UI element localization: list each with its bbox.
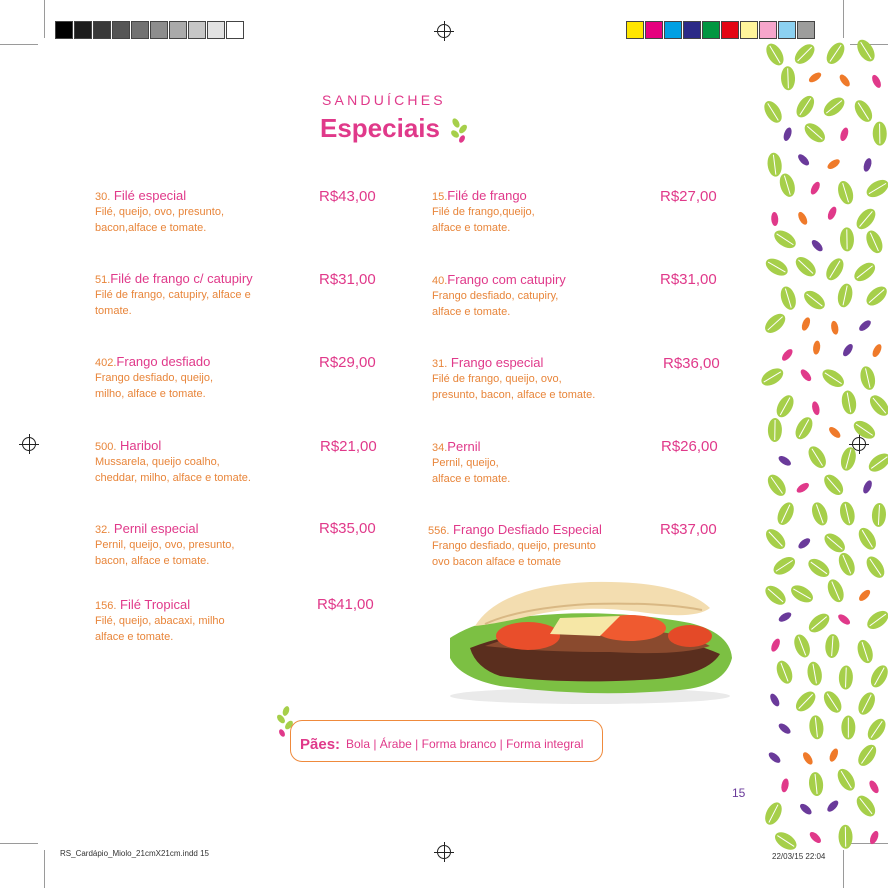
gray-swatch (188, 21, 206, 39)
leaf-shape (870, 74, 882, 90)
leaf-shape (770, 553, 798, 578)
leaf-shape (805, 443, 830, 471)
gray-swatch (112, 21, 130, 39)
leaf-shape (801, 120, 828, 146)
leaf-shape (807, 71, 823, 85)
category-title: SANDUÍCHES (322, 92, 446, 108)
menu-item-40: 40.Frango com catupiry Frango desfiado, catupiry, alface e tomate. (432, 272, 662, 320)
item-desc: Frango desfiado, queijo, milho, alface e tomate. (95, 372, 214, 400)
menu-item-31: 31. Frango especial Filé de frango, queijo, ovo, presunto, bacon, alface e tomate. (432, 355, 662, 403)
leaf-shape (871, 503, 886, 528)
gray-swatch (169, 21, 187, 39)
gray-swatch (131, 21, 149, 39)
leaf-shape (769, 637, 781, 653)
item-desc: Mussarela, queijo coalho, cheddar, milho, alface e tomate. (95, 456, 251, 484)
price-556: R$37,00 (660, 521, 717, 538)
leaf-shape (767, 750, 782, 764)
gray-swatch (150, 21, 168, 39)
leaf-shape (766, 152, 783, 178)
leaf-shape (762, 310, 789, 336)
leaf-shape (762, 800, 785, 828)
leaf-shape (821, 530, 848, 556)
item-name: Filé Tropical (120, 597, 191, 612)
menu-item-500: 500. Haribol Mussarela, queijo coalho, cheddar, milho, alface e tomate. (95, 438, 325, 486)
leaf-shape (857, 588, 872, 603)
price-34: R$26,00 (661, 438, 718, 455)
item-name: Filé de frango c/ catupiry (110, 271, 253, 286)
leaf-shape (778, 285, 798, 312)
leaf-shape (791, 41, 818, 68)
leaf-shape (805, 610, 832, 636)
leaf-shape (808, 771, 824, 796)
leaf-shape (763, 255, 791, 279)
breads-box (290, 720, 603, 762)
leaf-sprig-icon (448, 117, 470, 143)
leaf-shape (811, 401, 821, 416)
price-32: R$35,00 (319, 520, 376, 537)
leaf-shape (835, 179, 855, 206)
item-name: Haribol (120, 438, 162, 453)
leaf-shape (796, 152, 811, 167)
breads-list: Bola | Árabe | Forma branco | Forma integral (346, 737, 584, 751)
leaf-shape (777, 172, 797, 199)
price-402: R$29,00 (319, 354, 376, 371)
item-name: Pernil (447, 439, 481, 454)
color-swatch (683, 21, 701, 39)
page-title: Especiais (320, 113, 440, 143)
leaf-shape (863, 553, 888, 581)
leaf-shape (865, 450, 888, 475)
leaf-shape (871, 343, 884, 359)
leaf-shape (780, 778, 790, 793)
leaf-shape (777, 610, 793, 623)
leaf-shape (808, 715, 824, 740)
gray-swatch (226, 21, 244, 39)
item-name: Frango Desfiado Especial (453, 522, 602, 537)
color-swatch (721, 21, 739, 39)
item-desc: Frango desfiado, catupiry, alface e tomate. (432, 290, 559, 318)
leaf-shape (760, 365, 786, 389)
slug-filename: RS_Cardápio_Miolo_21cmX21cm.indd 15 (60, 849, 209, 858)
price-156: R$41,00 (317, 596, 374, 613)
leaf-shape (855, 741, 880, 769)
price-15: R$27,00 (660, 188, 717, 205)
menu-item-15: 15.Filé de frango Filé de frango,queijo, alface e tomate. (432, 188, 662, 236)
registration-mark-left (22, 437, 36, 451)
leaf-shape (799, 368, 813, 383)
item-desc: Pernil, queijo, alface e tomate. (432, 457, 511, 485)
leaf-shape (866, 392, 888, 419)
leaf-shape (838, 825, 852, 849)
color-swatch (645, 21, 663, 39)
slug-date: 22/03/15 22:04 (772, 852, 826, 861)
item-name: Pernil especial (113, 521, 199, 536)
leaf-shape (800, 316, 812, 332)
leaf-shape (774, 658, 796, 685)
leaf-shape (826, 157, 842, 171)
leaf-shape (868, 830, 880, 846)
crop-mark-tl-h (0, 44, 38, 45)
item-desc: Filé de frango, queijo, ovo, presunto, bacon, alface e tomate. (432, 373, 596, 401)
item-name: Frango com catupiry (447, 272, 566, 287)
gray-swatch (207, 21, 225, 39)
leaf-shape (809, 180, 822, 196)
item-desc: Frango desfiado, queijo, presunto ovo bacon alface e tomate (432, 540, 596, 568)
leaf-shape (840, 227, 854, 251)
item-desc: Filé, queijo, abacaxi, milho alface e tomate. (95, 615, 225, 643)
leaf-shape (764, 471, 789, 499)
leaf-shape (812, 340, 821, 355)
leaf-shape (861, 479, 873, 495)
leaf-shape (768, 418, 782, 442)
leaf-shape (791, 632, 813, 659)
leaf-shape (855, 638, 876, 665)
leaf-shape (825, 577, 847, 605)
leaf-shape (771, 212, 779, 226)
page-number: 15 (732, 786, 746, 800)
leaf-shape (841, 342, 855, 358)
color-swatch (702, 21, 720, 39)
leaf-shape (820, 94, 847, 120)
menu-item-156: 156. Filé Tropical Filé, queijo, abacaxi, milho alface e tomate. (95, 597, 325, 645)
gray-swatch (55, 21, 73, 39)
leaf-shape (808, 830, 823, 845)
leaf-shape (851, 259, 879, 285)
registration-mark-top (437, 24, 451, 38)
leaf-shape (809, 500, 830, 527)
leaf-shape (825, 799, 840, 814)
leaf-shape (806, 661, 824, 687)
gray-swatch (74, 21, 92, 39)
leaf-shape (797, 536, 812, 550)
gray-swatch (93, 21, 111, 39)
leaf-shape (840, 389, 858, 415)
leaf-shape (836, 550, 858, 578)
menu-item-32: 32. Pernil especial Pernil, queijo, ovo, presunto, bacon, alface e tomate. (95, 521, 325, 569)
leaf-shape (805, 555, 833, 580)
leaf-shape (839, 127, 850, 142)
leaf-shape (863, 228, 886, 256)
leaf-shape (853, 792, 879, 820)
leaf-shape (863, 283, 888, 309)
leaf-shape (792, 414, 816, 442)
leaf-shape (836, 612, 851, 626)
crop-mark-bl-h (0, 843, 38, 844)
leaf-shape (774, 500, 797, 528)
leaf-shape (851, 417, 879, 442)
leaf-shape (795, 481, 811, 495)
leaf-shape (801, 287, 829, 313)
price-31: R$36,00 (663, 355, 720, 372)
price-51: R$31,00 (319, 271, 376, 288)
leaf-shape (772, 829, 800, 854)
leaf-shape (761, 98, 786, 126)
leaf-shape (777, 454, 793, 467)
leaf-shape (792, 253, 819, 280)
item-desc: Filé, queijo, ovo, presunto, bacon,alface e tomate. (95, 206, 225, 234)
leaf-shape (798, 802, 813, 816)
leaf-shape (855, 690, 878, 718)
menu-item-30: 30. Filé especial Filé, queijo, ovo, presunto, bacon,alface e tomate. (95, 188, 325, 236)
leaf-shape (858, 365, 877, 392)
leaf-shape (762, 526, 789, 553)
leaf-pattern (760, 0, 888, 888)
leaf-shape (801, 751, 814, 767)
item-name: Frango especial (450, 355, 544, 370)
price-30: R$43,00 (319, 188, 376, 205)
leaf-shape (838, 73, 852, 88)
leaf-shape (873, 121, 887, 145)
leaf-shape (788, 582, 816, 606)
leaf-shape (864, 607, 888, 632)
registration-mark-bottom (437, 845, 451, 859)
leaf-shape (864, 716, 888, 744)
menu-item-402: 402.Frango desfiado Frango desfiado, queijo, milho, alface e tomate. (95, 354, 325, 402)
leaf-shape (836, 282, 855, 308)
leaf-shape (857, 318, 872, 332)
leaf-shape (781, 66, 796, 90)
leaf-shape (826, 205, 838, 221)
leaf-shape (823, 39, 848, 67)
leaf-shape (780, 347, 794, 362)
leaf-shape (763, 41, 787, 69)
leaf-shape (768, 692, 781, 708)
leaf-shape (771, 227, 799, 252)
item-desc: Filé de frango, catupiry, alface e tomate. (95, 289, 251, 317)
menu-item-51: 51.Filé de frango c/ catupiry Filé de frango, catupiry, alface e tomate. (95, 271, 325, 319)
leaf-shape (810, 238, 825, 253)
leaf-shape (838, 665, 853, 689)
leaf-shape (867, 779, 880, 795)
leaf-shape (792, 688, 819, 715)
item-desc: Filé de frango,queijo, alface e tomate. (432, 206, 535, 234)
leaf-shape (867, 662, 888, 690)
leaf-shape (862, 157, 873, 172)
sandwich-image (440, 578, 740, 708)
leaf-shape (782, 126, 793, 141)
leaf-shape (819, 366, 847, 391)
leaf-shape (820, 688, 845, 716)
leaf-shape (796, 211, 809, 227)
leaf-shape (841, 716, 855, 740)
color-swatch (740, 21, 758, 39)
leaf-shape (823, 255, 847, 283)
crop-mark-tl-v (44, 0, 45, 38)
item-name: Frango desfiado (116, 354, 211, 369)
leaf-shape (828, 747, 840, 763)
leaf-shape (834, 766, 858, 794)
leaf-shape (825, 634, 841, 659)
leaf-shape (838, 500, 857, 527)
leaf-shape (762, 582, 789, 608)
leaf-shape (777, 722, 792, 736)
color-swatch (664, 21, 682, 39)
leaf-shape (864, 176, 888, 200)
leaf-shape (821, 471, 847, 498)
price-500: R$21,00 (320, 438, 377, 455)
item-name: Filé de frango (447, 188, 527, 203)
leaf-shape (854, 37, 879, 65)
color-swatch (626, 21, 644, 39)
crop-mark-bl-v (44, 850, 45, 888)
price-40: R$31,00 (660, 271, 717, 288)
leaf-shape (793, 93, 818, 121)
breads-label: Pães: (300, 736, 341, 753)
leaf-shape (830, 320, 839, 335)
leaf-shape (839, 446, 859, 473)
leaf-shape (773, 392, 797, 420)
leaf-shape (853, 205, 879, 232)
menu-item-556: 556. Frango Desfiado Especial Frango desfiado, queijo, presunto ovo bacon alface e tomate (428, 522, 668, 570)
item-name: Filé especial (113, 188, 187, 203)
menu-item-34: 34.Pernil Pernil, queijo, alface e tomate. (432, 439, 662, 487)
leaf-shape (827, 425, 842, 440)
leaf-shape (855, 525, 879, 553)
item-desc: Pernil, queijo, ovo, presunto, bacon, alface e tomate. (95, 539, 235, 567)
leaf-shape (851, 97, 876, 125)
